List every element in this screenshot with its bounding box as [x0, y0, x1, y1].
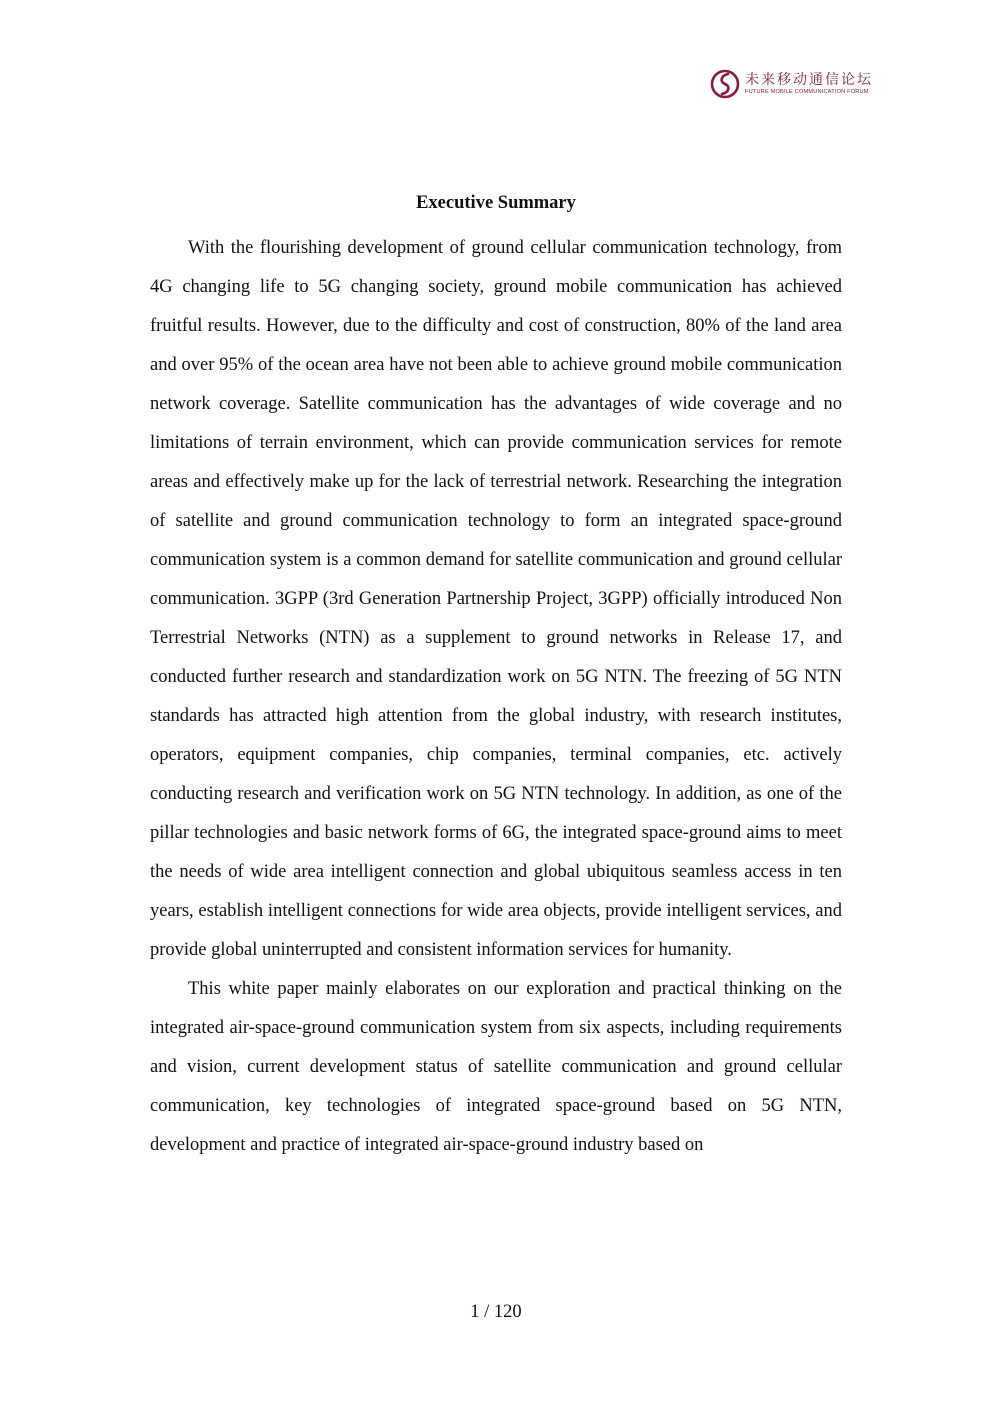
logo-text [745, 72, 873, 96]
paragraph-2: This white paper mainly elaborates on our exploration and practical thinking on the integrated air-space-ground communication system from six aspects, including requirements and vision, current development status of satellite communication and ground cellular communication, key technologies of integrated space-ground based on 5G NTN, development and practice of integrated air-space-ground industry based on [150, 979, 842, 1155]
section-title: Executive Summary [416, 193, 576, 213]
header-logo [710, 67, 873, 101]
logo-english-name: FUTURE MOBILE COMMUNICATION FORUM [745, 89, 869, 95]
paragraph-1: With the flourishing development of ground cellular communication technology, from 4G changing life to 5G changing society, ground mobile communication has achieved fruitful results. However, due to the difficulty and cost of construction, 80% of the land area and over 95% of the ocean area have not been able to achieve ground mobile communication network coverage. Satellite communication has the advantages of wide coverage and no limitations of terrain environment, which can provide communication services for remote areas and effectively make up for the lack of terrestrial network. Researching the integration of satellite and ground communication technology to form an integrated space-ground communication system is a common demand for satellite communication and ground cellular communication. 3GPP (3rd Generation Partnership Project, 3GPP) officially introduced Non Terrestrial Networks (NTN) as a supplement to ground networks in Release 17, and conducted further research and standardization work on 5G NTN. The freezing of 5G NTN standards has attracted high attention from the global industry, with research institutes, operators, equipment companies, chip companies, terminal companies, etc. actively conducting research and verification work on 5G NTN technology. In addition, as one of the pillar technologies and basic network forms of 6G, the integrated space-ground aims to meet the needs of wide area intelligent connection and global ubiquitous seamless access in ten years, establish intelligent connections for wide area objects, provide intelligent services, and provide global uninterrupted and consistent information services for humanity. [150, 238, 842, 960]
logo-chinese-name: 未来移动通信论坛 [745, 72, 873, 88]
fumo-swirl-logo-icon [710, 69, 740, 99]
document-body [150, 229, 842, 1165]
page-number: 1 / 120 [470, 1302, 522, 1322]
